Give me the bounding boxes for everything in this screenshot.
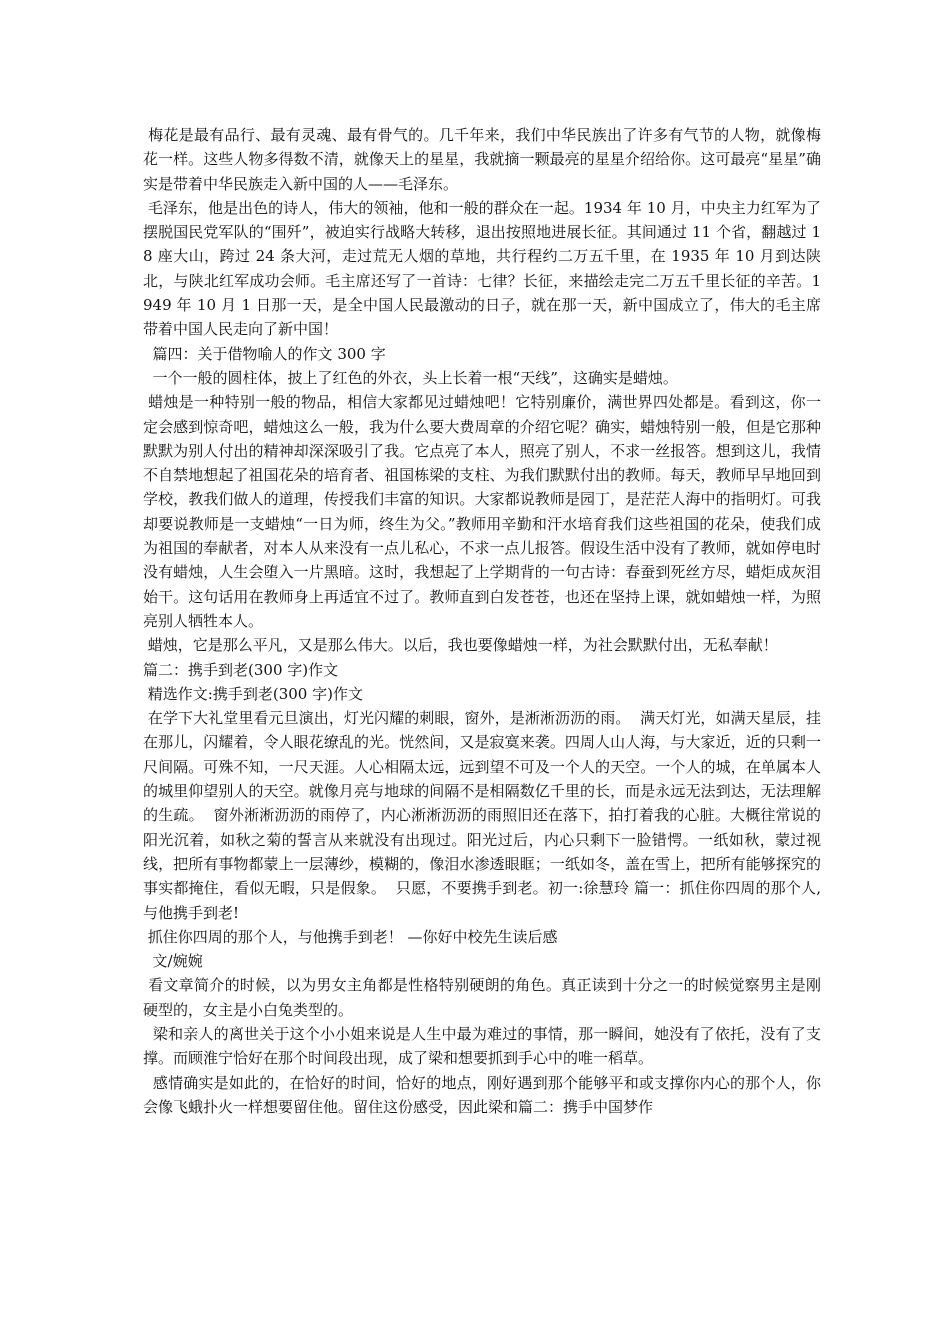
subheading-hold-on: 抓住你四周的那个人，与他携手到老！ —你好中校先生读后感 — [143, 927, 558, 946]
paragraph-new-year-rain: 在学下大礼堂里看元旦演出，灯光闪耀的刺眼，窗外，是淅淅沥沥的雨。 满天灯光，如满天星辰，挂在那儿，闪耀着，令人眼花缭乱的光。恍然间，又是寂寞来袭。四周人山人海，与大家近，近的只剩一尺间隔。可殊不知，一尺天涯。人心相隔太远，远到望不可及一个人的天空。一个人的城，在单属本人的城里仰望别人的天空。就像月亮与地球的间隔不是相隔数亿千里的长，而是永远无法到达，无法理解的生疏。 窗外淅淅沥沥的雨停了，内心淅淅沥沥的雨照旧还在落下，拍打着我的心脏。大概往常说的阳光沉着，如秋之菊的誓言从来就没有出现过。阳光过后，内心只剩下一脸错愕。一纸如秋，蒙过视线，把所有事物都蒙上一层薄纱，模糊的，像泪水渗透眼眶；一纸如冬，盖在雪上，把所有能够探究的事实都掩住，看似无暇，只是假象。 只愿，不要携手到老。初一:徐慧玲 篇一：抓住你四周的那个人,与他携手到老! — [143, 709, 821, 922]
document-page — [143, 123, 821, 1119]
paragraph-feelings: 感情确实是如此的，在恰好的时间，恰好的地点，刚好遇到那个能够平和或支撑你内心的那个人，你会像飞蛾扑火一样想要留住他。留住这份感受，因此梁和篇二：携手中国梦作 — [143, 1073, 821, 1116]
paragraph-intro-impression: 看文章简介的时候，以为男女主角都是性格特别硬朗的角色。真正读到十分之一的时候觉察男主是刚硬型的，女主是小白兔类型的。 — [143, 976, 821, 1019]
paragraph-candle-teacher: 蜡烛是一种特别一般的物品，相信大家都见过蜡烛吧！它特别廉价，满世界四处都是。看到这，你一定会感到惊奇吧，蜡烛这么一般，我为什么要大费周章的介绍它呢？确实，蜡烛特别一般，但是它那种默默为别人付出的精神却深深吸引了我。它点亮了本人，照亮了别人，不求一丝报答。想到这儿，我情不自禁地想起了祖国花朵的培育者、祖国栋梁的支柱、为我们默默付出的教师。每天，教师早早地回到学校，教我们做人的道理，传授我们丰富的知识。大家都说教师是园丁，是茫茫人海中的指明灯。可我却要说教师是一支蜡烛“一日为师，终生为父。”教师用辛勤和汗水培育我们这些祖国的花朵，使我们成为祖国的奉献者，对本人从来没有一点儿私心，不求一点儿报答。假设生活中没有了教师，就如停电时没有蜡烛，人生会堕入一片黑暗。这时，我想起了上学期背的一句古诗：春蚕到死丝方尽，蜡炬成灰泪始干。这句话用在教师身上再适宜不过了。教师直到白发苍苍，也还在坚持上课，就如蜡烛一样，为照亮别人牺牲本人。 — [143, 393, 821, 630]
paragraph-candle-intro: 一个一般的圆柱体，披上了红色的外衣，头上长着一根“天线”，这确实是蜡烛。 — [143, 368, 678, 387]
paragraph-mao-zedong: 毛泽东，他是出色的诗人，伟大的领袖，他和一般的群众在一起。1934 年 10 月，中央主力红军为了摆脱国民党军队的“围歼”，被迫实行战略大转移，退出按照地进展长征。其间通过 11 个省，翻越过 18 座大山，跨过 24 条大河，走过荒无人烟的草地，共行程约二万五千里，在 1935 年 10 月到达陕北，与陕北红军成功会师。毛主席还写了一首诗：七律？长征，来描绘走完二万五千里长征的辛苦。1949 年 10 月 1 日那一天，是全中国人民最激动的日子，就在那一天，新中国成立了，伟大的毛主席带着中国人民走向了新中国！ — [143, 198, 821, 339]
paragraph-liang-he: 梁和亲人的离世关于这个小小姐来说是人生中最为难过的事情，那一瞬间，她没有了依托，没有了支撑。而顾淮宁恰好在那个时间段出现，成了梁和想要抓到手心中的唯一稻草。 — [143, 1024, 821, 1068]
section-heading-part-two: 篇二：携手到老(300 字)作文 — [143, 660, 339, 679]
section-heading-part-four: 篇四：关于借物喻人的作文 300 字 — [143, 344, 386, 363]
paragraph-candle-conclusion: 蜡烛，它是那么平凡，又是那么伟大。以后，我也要像蜡烛一样，为社会默默付出，无私奉献！ — [143, 636, 778, 655]
author-line: 文/婉婉 — [143, 952, 203, 971]
paragraph-plum-blossom: 梅花是最有品行、最有灵魂、最有骨气的。几千年来，我们中华民族出了许多有气节的人物，就像梅花一样。这些人物多得数不清，就像天上的星星，我就摘一颗最亮的星星介绍给你。这可最亮“星星”确实是带着中华民族走入新中国的人——毛泽东。 — [143, 126, 821, 193]
subheading-selected-essay: 精选作文:携手到老(300 字)作文 — [143, 684, 363, 703]
